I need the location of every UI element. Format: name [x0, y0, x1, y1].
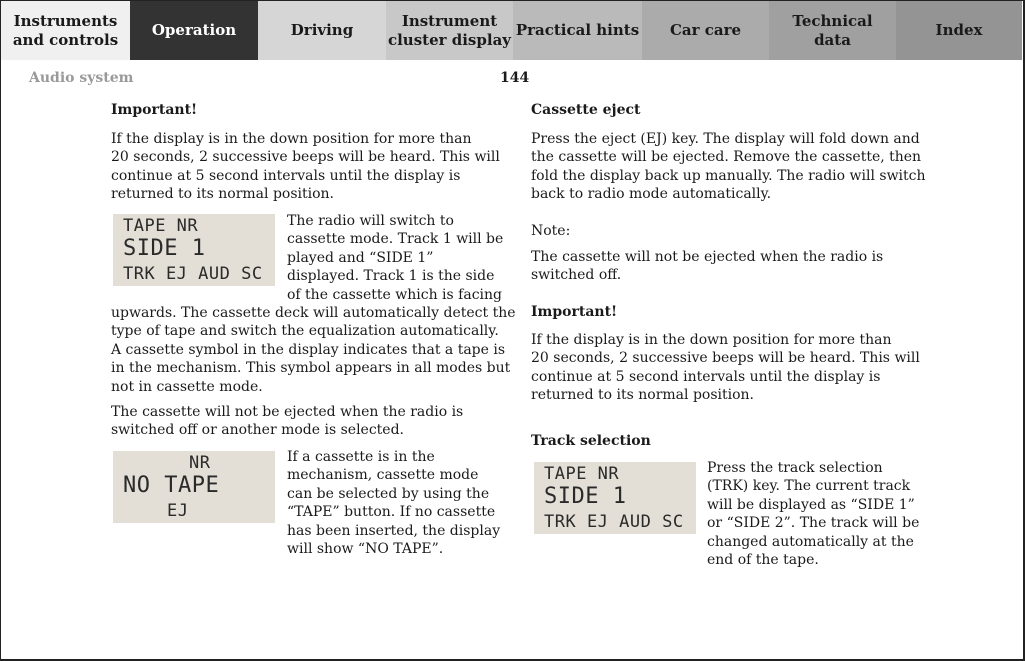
text-line: Press the track selection — [707, 460, 883, 476]
tab-instruments-and-controls[interactable]: Instruments and controls — [1, 1, 130, 60]
lcd-line-2: SIDE 1 — [544, 484, 627, 509]
text-line: fold the display back up manually. The radio will switch — [531, 167, 926, 184]
cassette-mode-paragraph-side — [287, 212, 503, 304]
cassette-eject-heading: Cassette eject — [531, 102, 641, 118]
text-line: 20 seconds, 2 successive beeps will be heard. This will — [111, 149, 500, 166]
text-line: If the display is in the down position for more than — [531, 332, 892, 348]
tab-instrument-cluster-display[interactable]: Instrument cluster display — [386, 1, 513, 60]
text-line: The cassette will not be ejected when the radio is — [531, 249, 884, 265]
text-line: end of the tape. — [707, 552, 819, 569]
text-line: in the mechanism. This symbol appears in all modes but — [111, 360, 511, 377]
no-tape-paragraph — [287, 448, 500, 558]
tab-technical-data[interactable]: Technical data — [769, 1, 896, 60]
text-line: If the display is in the down position for more than — [111, 131, 472, 147]
important-heading-right: Important! — [531, 304, 618, 320]
text-line: Press the eject (EJ) key. The display will fold down and — [531, 131, 920, 147]
important-heading: Important! — [111, 102, 198, 118]
text-line: played and “SIDE 1” — [287, 249, 434, 266]
text-line: cassette mode. Track 1 will be — [287, 231, 504, 248]
tab-index[interactable]: Index — [896, 1, 1022, 60]
text-line: continue at 5 second intervals until the display is — [111, 167, 461, 184]
lcd-line-1: NR — [189, 453, 211, 473]
text-line: will be displayed as “SIDE 1” — [707, 496, 915, 513]
text-line: “TAPE” button. If no cassette — [287, 504, 496, 521]
text-line: type of tape and switch the equalization automatically. — [111, 323, 499, 340]
page-number: 144 — [500, 70, 530, 86]
cassette-eject-paragraph — [531, 130, 926, 204]
text-line: upwards. The cassette deck will automatically detect the — [111, 305, 516, 321]
tab-driving[interactable]: Driving — [258, 1, 386, 60]
lcd-display-no-tape — [113, 451, 275, 523]
section-tab-bar — [1, 1, 1022, 60]
text-line: returned to its normal position. — [531, 387, 755, 404]
tab-operation[interactable]: Operation — [130, 1, 258, 60]
track-selection-heading: Track selection — [531, 433, 651, 449]
text-line: has been inserted, the display — [287, 522, 501, 539]
text-line: or “SIDE 2”. The track will be — [707, 515, 920, 532]
text-line: will show “NO TAPE”. — [287, 541, 444, 558]
text-line: continue at 5 second intervals until the display is — [531, 368, 881, 385]
text-line: A cassette symbol in the display indicates that a tape is — [111, 341, 506, 358]
text-line: switched off or another mode is selected. — [111, 422, 404, 439]
lcd-line-3: EJ — [167, 501, 189, 521]
text-line: back to radio mode automatically. — [531, 186, 772, 203]
lcd-line-1: TAPE NR — [123, 216, 199, 236]
text-line: The cassette will not be ejected when the radio is — [111, 404, 464, 420]
lcd-line-1: TAPE NR — [544, 464, 620, 484]
track-selection-paragraph — [707, 459, 919, 569]
note-paragraph — [531, 248, 883, 285]
note-label: Note: — [531, 223, 571, 239]
text-line: the cassette will be ejected. Remove the cassette, then — [531, 149, 922, 166]
tab-practical-hints[interactable]: Practical hints — [513, 1, 642, 60]
text-line: of the cassette which is facing — [287, 286, 502, 303]
text-line: switched off. — [531, 267, 622, 284]
important-paragraph — [111, 130, 500, 204]
text-line: (TRK) key. The current track — [707, 478, 911, 495]
lcd-line-2: NO TAPE — [123, 473, 220, 498]
cassette-mode-paragraph — [111, 304, 516, 396]
text-line: changed automatically at the — [707, 533, 914, 550]
tab-car-care[interactable]: Car care — [642, 1, 769, 60]
important-paragraph-right — [531, 331, 920, 405]
section-label: Audio system — [29, 70, 134, 86]
lcd-display-track — [534, 462, 696, 534]
lcd-line-3: TRK EJ AUD SC — [544, 512, 684, 532]
lcd-line-3: TRK EJ AUD SC — [123, 264, 263, 284]
text-line: returned to its normal position. — [111, 186, 335, 203]
text-line: can be selected by using the — [287, 485, 490, 502]
text-line: not in cassette mode. — [111, 378, 263, 395]
lcd-display-tape-side1 — [113, 214, 275, 286]
text-line: The radio will switch to — [287, 213, 454, 229]
eject-off-paragraph — [111, 403, 463, 440]
lcd-line-2: SIDE 1 — [123, 236, 206, 261]
text-line: 20 seconds, 2 successive beeps will be heard. This will — [531, 350, 920, 367]
text-line: displayed. Track 1 is the side — [287, 268, 495, 285]
text-line: If a cassette is in the — [287, 449, 435, 465]
text-line: mechanism, cassette mode — [287, 467, 479, 484]
